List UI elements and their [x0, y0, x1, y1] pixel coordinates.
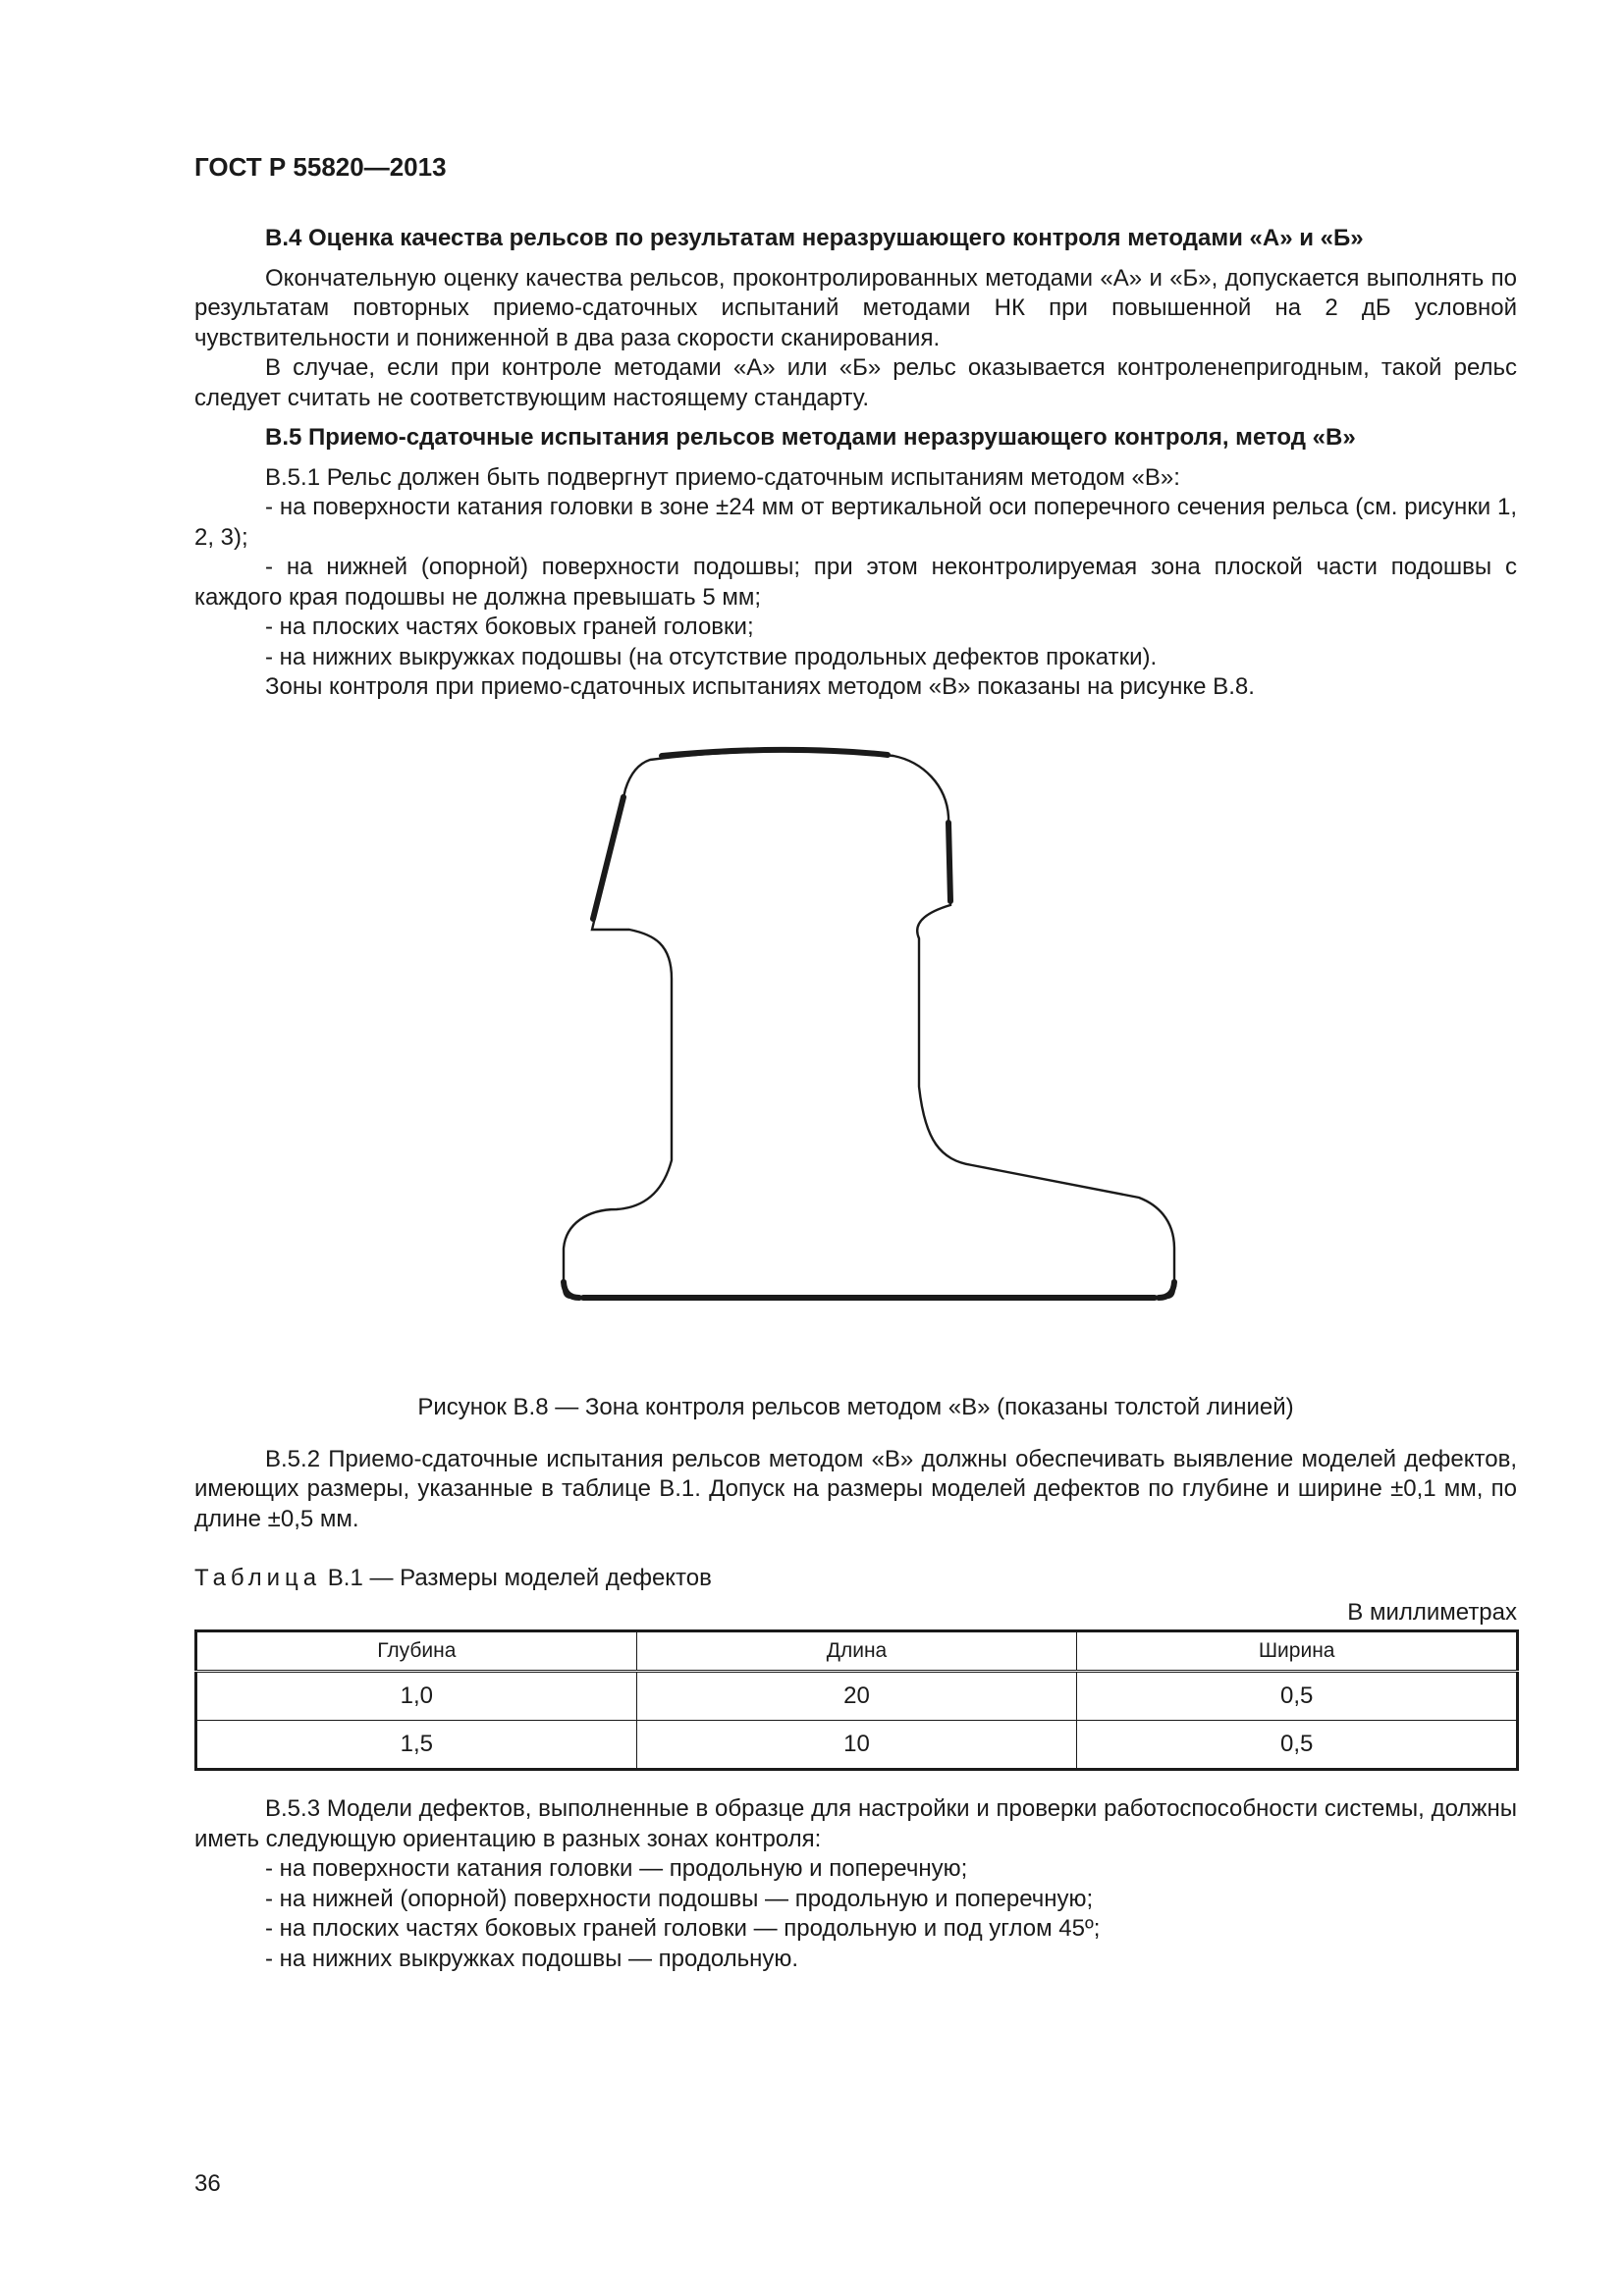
column-header-depth: Глубина [196, 1631, 637, 1672]
list-item: - на плоских частях боковых граней головки; [265, 614, 754, 640]
section-b4-heading: В.4 Оценка качества рельсов по результатам неразрушающего контроля методами «А» и «Б» [265, 225, 1364, 251]
list-item: - на плоских частях боковых граней головки — продольную и под углом 45º; [265, 1915, 1101, 1942]
table-row [196, 1721, 1518, 1770]
table-label: Таблица [194, 1565, 322, 1591]
rail-profile-outline [564, 751, 1174, 1298]
table-cell: 0,5 [1077, 1721, 1518, 1770]
table-caption [194, 1564, 1517, 1594]
document-header: ГОСТ Р 55820—2013 [194, 152, 447, 182]
list-item: - на поверхности катания головки — продольную и поперечную; [265, 1855, 968, 1882]
figure-b8 [194, 728, 1517, 1445]
list-item: - на нижней (опорной) поверхности подошвы — продольную и поперечную; [265, 1885, 1094, 1912]
b53-intro: В.5.3 Модели дефектов, выполненные в образце для настройки и проверки работоспособности системы, должны иметь следующую ориентацию в разных зонах контроля: [194, 1795, 1517, 1852]
table-header-row [196, 1631, 1518, 1672]
table-title: В.1 — Размеры моделей дефектов [321, 1565, 712, 1591]
section-b4-paragraph: В случае, если при контроле методами «А» или «Б» рельс оказывается контроленепригодным, такой рельс следует считать не соответствующим настоящему стандарту. [194, 354, 1517, 411]
list-item: - на нижних выкружках подошвы (на отсутствие продольных дефектов прокатки). [265, 643, 1158, 670]
head-top-thick-zone [662, 749, 888, 755]
column-header-length: Длина [636, 1631, 1077, 1672]
table-cell: 0,5 [1077, 1672, 1518, 1721]
foot-right-fillet-thick-zone [1159, 1282, 1174, 1298]
foot-left-fillet-thick-zone [564, 1282, 579, 1298]
b51-zones-note: Зоны контроля при приемо-сдаточных испытаниях методом «В» показаны на рисунке В.8. [265, 673, 1255, 700]
table-cell: 1,5 [196, 1721, 637, 1770]
table-cell: 1,0 [196, 1672, 637, 1721]
list-item: - на поверхности катания головки в зоне ±24 мм от вертикальной оси поперечного сечения рельса (см. рисунки 1, 2, 3); [194, 494, 1517, 551]
section-b4-paragraph: Окончательную оценку качества рельсов, проконтролированных методами «А» и «Б», допускается выполнять по результатам повторных приемо-сдаточных испытаний методами НК при повышенной на 2 дБ условной чувствительности и пониженной в два раза скорости сканирования. [194, 264, 1517, 351]
page-content [194, 224, 1517, 1974]
b51-intro: В.5.1 Рельс должен быть подвергнут приемо-сдаточным испытаниям методом «В»: [265, 463, 1180, 491]
table-units: В миллиметрах [1347, 1598, 1517, 1626]
b52-paragraph: В.5.2 Приемо-сдаточные испытания рельсов методом «В» должны обеспечивать выявление моделей дефектов, имеющих размеры, указанные в таблице В.1. Допуск на размеры моделей дефектов по глубине и ширине ±0,1 мм, по длине ±0,5 мм. [194, 1445, 1517, 1532]
head-left-side-thick-zone [593, 797, 623, 919]
column-header-width: Ширина [1077, 1631, 1518, 1672]
page-number: 36 [194, 2170, 221, 2197]
head-right-side-thick-zone [948, 823, 950, 901]
table-row [196, 1672, 1518, 1721]
list-item: - на нижней (опорной) поверхности подошвы; при этом неконтролируемая зона плоской части подошвы с каждого края подошвы не должна превышать 5 мм; [194, 554, 1517, 611]
list-item: - на нижних выкружках подошвы — продольную. [265, 1945, 799, 1972]
table-cell: 10 [636, 1721, 1077, 1770]
rail-profile-drawing [194, 728, 1517, 1376]
section-b5-heading: В.5 Приемо-сдаточные испытания рельсов методами неразрушающего контроля, метод «В» [265, 424, 1356, 451]
figure-caption: Рисунок В.8 — Зона контроля рельсов методом «В» (показаны толстой линией) [417, 1393, 1294, 1420]
table-cell: 20 [636, 1672, 1077, 1721]
defect-dimensions-table [194, 1629, 1519, 1771]
